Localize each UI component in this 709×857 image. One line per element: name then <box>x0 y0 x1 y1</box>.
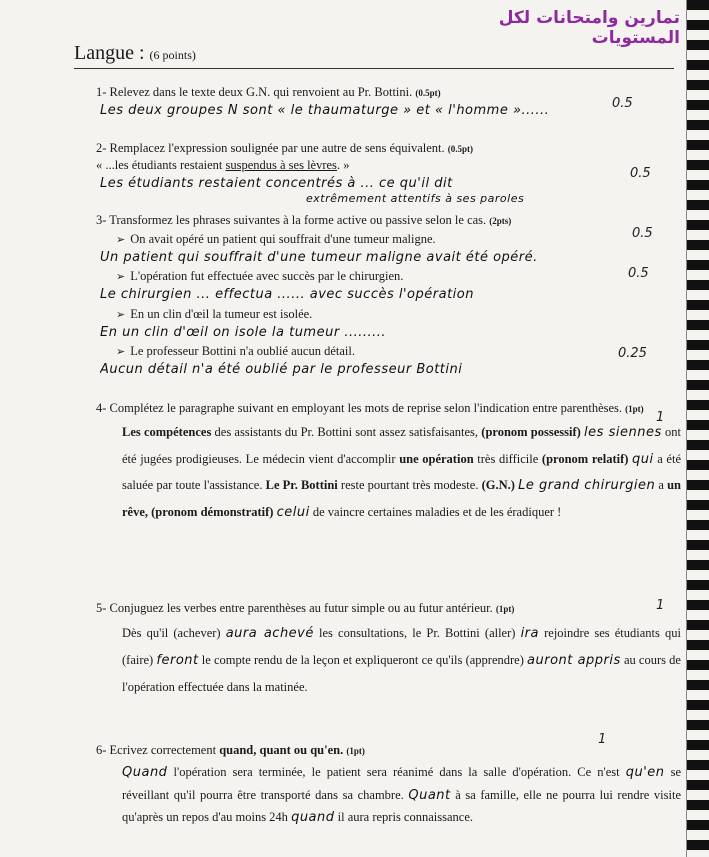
question-3-item-3 <box>116 306 681 323</box>
arrow-icon: ➢ <box>116 232 126 246</box>
question-2 <box>96 140 681 207</box>
item-sentence: L'opération fut effectuée avec succès par le chirurgien. <box>130 269 404 284</box>
answer-blank: feront <box>156 653 199 669</box>
paragraph-text: l'opération sera terminée, le patient sera réanimé dans la salle d'opération. Ce n'est <box>167 764 626 779</box>
paragraph-bold: une opération <box>399 451 474 466</box>
question-1-answer: Les deux groupes N sont « le thaumaturge » et « l'homme »...... <box>100 102 550 118</box>
answer-blank: qui <box>632 451 654 467</box>
quote-end: . » <box>336 157 350 172</box>
question-2-points: (0.5pt) <box>447 144 474 154</box>
heading-points: (6 points) <box>149 48 196 62</box>
answer-blank: auront appris <box>527 653 621 669</box>
paragraph-bold: Les compétences <box>122 424 212 439</box>
answer-blank: Le grand chirurgien <box>518 478 656 494</box>
binder-holes <box>687 0 709 857</box>
question-3-answer-2: Le chirurgien ... effectua ...... avec succès l'opération <box>100 287 474 303</box>
watermark-text: تمارين وامتحانات لكل المستويات <box>498 8 680 48</box>
question-3-answer-1: Un patient qui souffrait d'une tumeur maligne avait été opéré. <box>100 249 538 265</box>
question-5-paragraph <box>122 620 681 701</box>
question-1-points: (0.5pt) <box>415 88 441 98</box>
answer-blank: quand <box>291 810 335 826</box>
item-sentence: On avait opéré un patient qui souffrait d'une tumeur maligne. <box>130 231 436 246</box>
answer-blank: aura achevé <box>225 625 314 641</box>
question-5-points: (1pt) <box>495 604 515 614</box>
question-2-text: 2- Remplacez l'expression soulignée par une autre de sens équivalent. <box>96 141 445 155</box>
paragraph-text: reste pourtant très modeste. <box>337 478 482 493</box>
paragraph-bold: (pronom possessif) <box>481 424 581 439</box>
grade-mark: 0.5 <box>612 96 633 111</box>
paragraph-text: Dès qu'il (achever) <box>122 625 226 640</box>
item-sentence: Le professeur Bottini n'a oublié aucun détail. <box>130 344 355 359</box>
question-3-answer-3: En un clin d'œil on isole la tumeur ......... <box>100 324 387 340</box>
question-2-quote <box>96 157 681 174</box>
question-6-text: 6- Ecrivez correctement <box>96 743 220 757</box>
question-4 <box>96 400 681 526</box>
paragraph-text: le compte rendu de la leçon et expliqueront ce qu'ils (apprendre) <box>198 653 528 668</box>
question-3-text: 3- Transformez les phrases suivantes à la forme active ou passive selon le cas. <box>96 213 487 227</box>
question-3-item-2 <box>116 268 681 285</box>
paragraph-bold: (G.N.) <box>481 478 515 493</box>
question-1-text: 1- Relevez dans le texte deux G.N. qui renvoient au Pr. Bottini. <box>96 85 413 99</box>
quote-underlined: suspendus à ses lèvres <box>225 157 337 172</box>
paragraph-bold: un rêve, (pronom démonstratif) <box>122 478 681 519</box>
paragraph-bold: (pronom relatif) <box>541 451 629 466</box>
paragraph-text: au cours de l'opération effectuée dans la matinée. <box>122 653 681 695</box>
question-3-item-4 <box>116 343 681 360</box>
answer-blank: celui <box>276 504 310 520</box>
answer-blank: Quant <box>408 787 451 803</box>
paragraph-text: ont été jugées prodigieuses. Le médecin vient d'accomplir <box>122 424 681 466</box>
grade-mark: 1 <box>656 598 665 613</box>
arrow-icon: ➢ <box>116 345 126 359</box>
question-5-text: 5- Conjuguez les verbes entre parenthèses au futur simple ou au futur antérieur. <box>96 601 493 615</box>
paragraph-bold: Le Pr. Bottini <box>265 478 338 493</box>
question-2-answer: Les étudiants restaient concentrés à ... ce qu'il dit <box>100 175 453 191</box>
grade-mark: 0.25 <box>618 346 647 361</box>
answer-blank: les siennes <box>584 424 662 440</box>
paragraph-text: très difficile <box>473 451 542 466</box>
grade-mark: 1 <box>656 410 665 425</box>
paragraph-text: de vaincre certaines maladies et de les éradiquer ! <box>309 504 562 519</box>
arrow-icon: ➢ <box>116 270 126 284</box>
question-6-paragraph <box>122 762 681 830</box>
paragraph-text: des assistants du Pr. Bottini sont assez satisfaisantes, <box>211 424 482 439</box>
grade-mark: 0.5 <box>628 266 649 281</box>
item-sentence: En un clin d'œil la tumeur est isolée. <box>130 306 313 321</box>
question-6 <box>96 742 681 830</box>
paragraph-text: rejoindre ses étudiants qui (faire) <box>122 625 681 668</box>
paragraph-text: à sa famille, elle ne pourra lui rendre visite qu'après un repos d'au moins 24h <box>122 787 681 825</box>
heading-title: Langue : <box>74 42 145 64</box>
question-4-text: 4- Complétez le paragraphe suivant en employant les mots de reprise selon l'indication entre parenthèses. <box>96 401 623 415</box>
question-4-paragraph <box>122 420 681 527</box>
grade-mark: 1 <box>598 732 607 747</box>
question-3 <box>96 212 681 379</box>
paragraph-text: les consultations, le Pr. Bottini (aller) <box>313 625 521 640</box>
grade-mark: 0.5 <box>630 166 651 181</box>
answer-blank: qu'en <box>625 764 665 780</box>
arrow-icon: ➢ <box>116 307 126 321</box>
question-2-answer-line2: extrêmement attentifs à ses paroles <box>306 192 525 206</box>
paragraph-text: se réveillant qu'il pourra être transporté dans sa chambre. <box>122 764 681 802</box>
grade-mark: 0.5 <box>632 226 653 241</box>
section-heading <box>74 42 196 65</box>
answer-blank: Quand <box>122 764 168 780</box>
quote-start: « ...les étudiants restaient <box>96 157 226 172</box>
question-6-points: (1pt) <box>346 746 365 756</box>
question-3-points: (2pts) <box>489 216 512 226</box>
question-3-item-1 <box>116 231 681 248</box>
question-5 <box>96 600 681 701</box>
question-1 <box>96 84 681 119</box>
question-4-points: (1pt) <box>625 404 644 414</box>
paragraph-text: il aura repris connaissance. <box>334 810 473 825</box>
paragraph-text: a <box>655 478 668 493</box>
answer-blank: ira <box>520 625 539 641</box>
paragraph-text: a été saluée par toute l'assistance. <box>122 451 682 493</box>
question-3-answer-4: Aucun détail n'a été oublié par le professeur Bottini <box>100 362 463 378</box>
heading-rule <box>74 68 674 69</box>
question-6-words: quand, quant ou qu'en. <box>219 743 344 757</box>
